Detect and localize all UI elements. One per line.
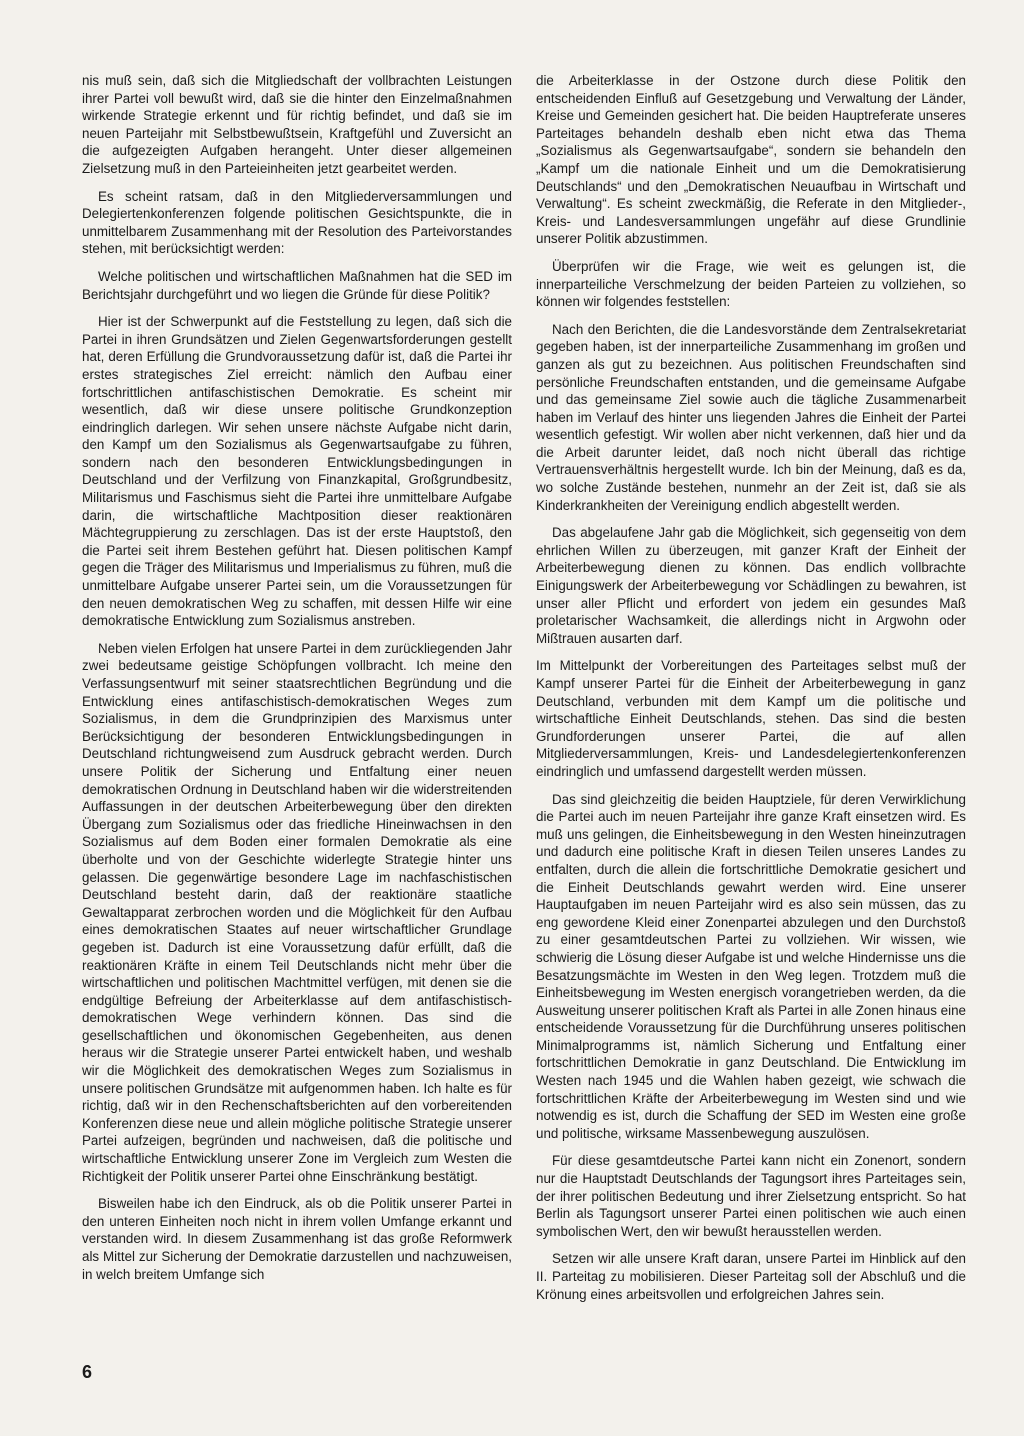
- left-column: [82, 72, 512, 1293]
- paragraph: Überprüfen wir die Frage, wie weit es gelungen ist, die innerparteiliche Verschmelzung der beiden Parteien zu vollziehen, so können wir folgendes feststellen:: [536, 258, 966, 310]
- paragraph: Es scheint ratsam, daß in den Mitgliederversammlungen und Delegiertenkonferenzen folgende politischen Gesichtspunkte, die in unmittelbarem Zusammenhang mit der Resolution des Parteivorstandes stehen, mit berücksichtigt werden:: [82, 188, 512, 257]
- paragraph: Für diese gesamtdeutsche Partei kann nicht ein Zonenort, sondern nur die Hauptstadt Deutschlands der Tagungsort ihres Parteitages sein, der ihrer politischen Bedeutung und ihrer Zielsetzung entspricht. So hat Berlin als Tagungsort unserer Partei einen politischen wie auch einen symbolischen Wert, den wir bewußt herausstellen werden.: [536, 1153, 966, 1239]
- paragraph: Nach den Berichten, die die Landesvorstände dem Zentralsekretariat gegeben haben, ist der innerparteiliche Zusammenhang im großen und ganzen als gut zu bezeichnen. Aus politischen Freundschaften sind persönliche Freundschaften entstanden, und die gemeinsame Aufgabe und das gemeinsame Ziel sowie auch die tägliche Zusammenarbeit haben im Verlauf des hinter uns liegenden Jahres die Einheit der Partei wesentlich gefestigt. Wir wollen aber nicht verkennen, daß hier und da die Arbeit darunter leidet, daß noch nicht überall das richtige Vertrauensverhältnis hergestellt wurde. Ich bin der Meinung, daß es da, wo solche Zustände bestehen, nunmehr an der Zeit ist, daß sie als Kinderkrankheiten der Vereinigung endlich abgestellt werden.: [536, 321, 966, 513]
- paragraph: Welche politischen und wirtschaftlichen Maßnahmen hat die SED im Berichtsjahr durchgeführt und wo liegen die Gründe für diese Politik?: [82, 268, 512, 302]
- right-column: [536, 72, 966, 1313]
- paragraph: Im Mittelpunkt der Vorbereitungen des Parteitages selbst muß der Kampf unserer Partei für die Einheit der Arbeiterbewegung in ganz Deutschland, verbunden mit dem Kampf um die politische und wirtschaftliche Einheit Deutschlands, stehen. Das sind die besten Grundforderungen unserer Partei, die auf allen Mitgliederversammlungen, Kreis- und Landesdelegiertenkonferenzen eindringlich und umfassend dargestellt werden müssen.: [536, 658, 966, 779]
- paragraph: Das sind gleichzeitig die beiden Hauptziele, für deren Verwirklichung die Partei auch im neuen Parteijahr ihre ganze Kraft einsetzen wird. Es muß uns gelingen, die Einheitsbewegung in den Westen hineinzutragen und dadurch eine politische Kraft in diesen Teilen unseres Landes zu entfalten, durch die allein die fortschrittliche Demokratie gesichert und die Einheit Deutschlands gewahrt werden wird. Eine unserer Hauptaufgaben im neuen Parteijahr wird es also sein müssen, das zu eng gewordene Kleid einer Zonenpartei abzulegen und den Durchstoß zu einer gesamtdeutschen Partei zu vollziehen. Wir wissen, wie schwierig die Lösung dieser Aufgabe ist und welche Hindernisse uns die Besatzungsmächte im Westen in den Weg legen. Trotzdem muß die Einheitsbewegung im Westen energisch vorangetrieben werden, da die Ausweitung unserer politischen Kraft als Partei in alle Zonen hinaus eine entscheidende Voraussetzung für die Durchführung unseres politischen Minimalprogramms ist, nämlich Sicherung und Entfaltung einer fortschrittlichen Demokratie in ganz Deutschland. Die Entwicklung im Westen nach 1945 und die Wahlen haben gezeigt, wie schwach die fortschrittlichen Kräfte der Arbeiterbewegung im Westen sind und wie notwendig es ist, durch die Schaffung der SED im Westen eine große und politische, wirksame Massenbewegung auszulösen.: [536, 791, 966, 1141]
- paragraph: Das abgelaufene Jahr gab die Möglichkeit, sich gegenseitig von dem ehrlichen Willen zu überzeugen, mit ganzer Kraft der Einheit der Arbeiterbewegung dienen zu können. Das endlich vollbrachte Einigungswerk der Arbeiterbewegung vor Schädlingen zu bewahren, ist unser aller Pflicht und erfordert von jedem ein gesundes Maß proletarischer Wachsamkeit, die allerdings nicht in Argwohn oder Mißtrauen ausarten darf.: [536, 525, 966, 646]
- paragraph: Bisweilen habe ich den Eindruck, als ob die Politik unserer Partei in den unteren Einheiten noch nicht in ihrem vollen Umfange erkannt und verstanden wird. In diesem Zusammenhang ist das große Reformwerk als Mittel zur Sicherung der Demokratie darzustellen und nachzuweisen, in welch breitem Umfange sich: [82, 1196, 512, 1282]
- paragraph: nis muß sein, daß sich die Mitgliedschaft der vollbrachten Leistungen ihrer Partei voll bewußt wird, daß sie die hinter den Einzelmaßnahmen wirkende Strategie erkennt und für richtig befindet, und daß sie im neuen Parteijahr mit Selbstbewußtsein, Kraftgefühl und Zuversicht an die aufgezeigten Aufgaben herangeht. Unter dieser allgemeinen Zielsetzung muß in den Parteieinheiten jetzt gearbeitet werden.: [82, 73, 512, 176]
- paragraph: Setzen wir alle unsere Kraft daran, unsere Partei im Hinblick auf den II. Parteitag zu mobilisieren. Dieser Parteitag soll der Abschluß und die Krönung eines arbeitsvollen und erfolgreichen Jahres sein.: [536, 1251, 966, 1302]
- page-number: 6: [82, 1362, 93, 1382]
- paragraph: Hier ist der Schwerpunkt auf die Feststellung zu legen, daß sich die Partei in ihren Grundsätzen und Zielen Gegenwartsforderungen gestellt hat, deren Erfüllung die Grundvoraussetzung dafür ist, daß die Partei ihr erstes strategisches Ziel erreicht: nämlich den Aufbau einer fortschrittlichen antifaschistischen Demokratie. Es scheint mir wesentlich, daß wir diese unsere politische Grundkonzeption eindringlich darlegen. Wir sehen unsere nächste Aufgabe nicht darin, den Kampf um den Sozialismus als Gegenwartsaufgabe zu führen, sondern nach den besonderen Entwicklungsbedingungen in Deutschland und der Verfilzung von Finanzkapital, Großgrundbesitz, Militarismus und Faschismus sieht die Partei ihre unmittelbare Aufgabe darin, die wirtschaftliche Machtposition dieser reaktionären Mächtegruppierung zu zerschlagen. Das ist der erste Hauptstoß, den die Partei seit ihrem Bestehen geführt hat. Diesen politischen Kampf gegen die Träger des Militarismus und Imperialismus zu führen, muß die unmittelbare Aufgabe unserer Partei sein, um die Voraussetzungen für den neuen demokratischen Weg zu schaffen, mit dessen Hilfe wir eine demokratische Entwicklung zum Sozialismus anstreben.: [82, 314, 512, 629]
- paragraph: die Arbeiterklasse in der Ostzone durch diese Politik den entscheidenden Einfluß auf Gesetzgebung und Verwaltung der Länder, Kreise und Gemeinden gesichert hat. Die beiden Hauptreferate unseres Parteitages behandeln deshalb eben nicht etwa das Thema „Sozialismus als Gegenwartsaufgabe“, sondern sie behandeln den „Kampf um die nationale Einheit und um die Demokratisierung Deutschlands“ und den „Demokratischen Neuaufbau in Wirtschaft und Verwaltung“. Es scheint zweckmäßig, die Referate in den Mitglieder-, Kreis- und Landesversammlungen ungefähr auf diese Grundlinie unserer Politik abzustimmen.: [536, 73, 966, 247]
- paragraph: Neben vielen Erfolgen hat unsere Partei in dem zurückliegenden Jahr zwei bedeutsame geistige Schöpfungen vollbracht. Ich meine den Verfassungsentwurf mit seiner staatsrechtlichen Begründung und die Entwicklung eines antifaschistisch-demokratischen Weges zum Sozialismus, in dem die Grundprinzipien des Marxismus unter Berücksichtigung der besonderen Entwicklungsbedingungen in Deutschland richtungweisend zum Ausdruck gebracht werden. Durch unsere Politik der Sicherung und Entfaltung einer neuen demokratischen Ordnung in Deutschland haben wir die widerstreitenden Auffassungen in der deutschen Arbeiterbewegung über den direkten Übergang zum Sozialismus oder das friedliche Hineinwachsen in den Sozialismus auf dem Boden einer formalen Demokratie als eine überholte und von der Geschichte widerlegte Strategie hinter uns gelassen. Die gegenwärtige besondere Lage im nachfaschistischen Deutschland besteht darin, daß der reaktionäre staatliche Gewaltapparat zerbrochen worden und die Möglichkeit für den Aufbau eines demokratischen Staates auf neuer wirtschaftlicher Grundlage gegeben ist. Dadurch ist eine Voraussetzung dafür erfüllt, daß die reaktionären Kräfte in einem Teil Deutschlands nicht mehr über die wirtschaftlichen und politischen Machtmittel verfügen, mit denen sie die endgültige Befreiung der Arbeiterklasse auf dem antifaschistisch-demokratischen Wege verhindern können. Das sind die gesellschaftlichen und ökonomischen Gegebenheiten, aus denen heraus wir die Strategie unserer Partei entwickelt haben, und weshalb wir die Möglichkeit des demokratischen Weges zum Sozialismus in unsere politischen Grundsätze mit aufgenommen haben. Ich halte es für richtig, daß wir in den Rechenschaftsberichten auf den vorbereitenden Konferenzen diese neue und allein mögliche politische Strategie unserer Partei aufzeigen, begründen und nachweisen, daß die politische und wirtschaftliche Entwicklung unserer Zone im Vergleich zum Westen die Richtigkeit der Politik unserer Partei ohne Einschränkung bestätigt.: [82, 640, 512, 1184]
